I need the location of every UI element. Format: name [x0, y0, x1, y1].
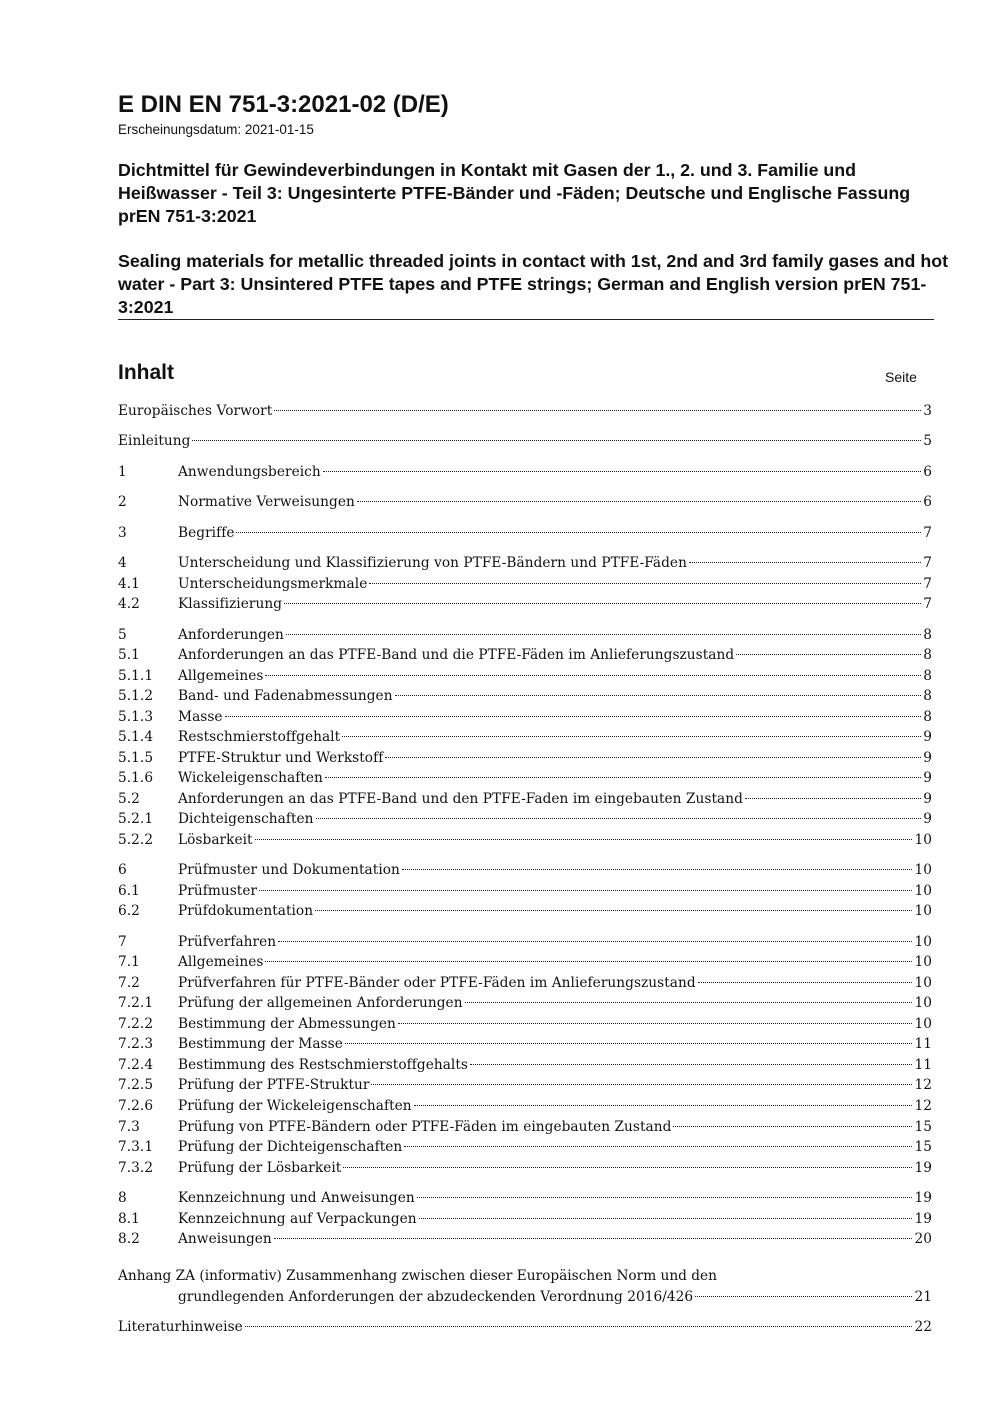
toc-entry-title: Unterscheidungsmerkmale	[178, 576, 368, 592]
toc-entry[interactable]	[118, 645, 932, 665]
toc-entry-title: Wickeleigenschaften	[178, 770, 323, 786]
title-divider	[118, 319, 934, 320]
toc-leader	[255, 839, 913, 840]
toc-entry-page: 12	[914, 1077, 932, 1093]
toc-entry-number: 4	[118, 555, 127, 571]
toc-entry-title: Lösbarkeit	[178, 832, 253, 848]
toc-leader	[673, 1126, 912, 1127]
toc-leader	[689, 562, 921, 563]
title-english: Sealing materials for metallic threaded joints in contact with 1st, 2nd and 3rd family gases and hot water - Part 3: Unsintered PTFE tapes and PTFE strings; German and English version prEN 751-3:2021	[118, 251, 948, 317]
toc-entry-title: Allgemeines	[178, 954, 264, 970]
toc-entry-title: Anweisungen	[178, 1231, 272, 1247]
toc-entry-title: Prüfung der Wickeleigenschaften	[178, 1098, 412, 1114]
toc-entry-page: 12	[914, 1098, 932, 1114]
toc-entry-number: 3	[118, 525, 127, 541]
toc-entry[interactable]	[118, 1096, 932, 1116]
toc-entry-page: 8	[923, 709, 932, 725]
toc-entry-page: 19	[914, 1190, 932, 1206]
toc-entry-number: 5.2.1	[118, 811, 154, 827]
toc-entry-number: 2	[118, 494, 127, 510]
toc-entry-title: Restschmierstoffgehalt	[178, 729, 341, 745]
toc-entry-page: 10	[914, 954, 932, 970]
toc-entry-number: 8.2	[118, 1231, 140, 1247]
toc-entry[interactable]	[118, 1209, 932, 1229]
toc-entry[interactable]	[118, 727, 932, 747]
toc-entry-page: 8	[923, 627, 932, 643]
toc-entry-page: 7	[923, 525, 932, 541]
toc-entry[interactable]	[118, 901, 932, 921]
toc-entry-page: 6	[923, 464, 932, 480]
toc-entry-page: 7	[923, 596, 932, 612]
toc-leader	[274, 1238, 913, 1239]
toc-entry[interactable]	[118, 625, 932, 645]
toc-leader	[342, 736, 921, 737]
toc-entry-number: 7.2.2	[118, 1016, 154, 1032]
toc-leader	[398, 1023, 913, 1024]
toc-entry[interactable]	[118, 1075, 932, 1095]
toc-entry-page: 7	[923, 576, 932, 592]
toc-entry[interactable]	[118, 881, 932, 901]
toc-leader	[695, 1296, 912, 1297]
toc-entry-number: 5.2	[118, 791, 140, 807]
toc-entry-page: 10	[914, 934, 932, 950]
toc-leader	[286, 634, 921, 635]
toc-leader	[323, 471, 922, 472]
toc-entry-page: 11	[914, 1036, 932, 1052]
toc-entry-title: Bestimmung der Abmessungen	[178, 1016, 396, 1032]
toc-leader	[745, 798, 921, 799]
toc-entry-title: Prüfmuster	[178, 883, 258, 899]
toc-entry-title: Band- und Fadenabmessungen	[178, 688, 393, 704]
toc-entry-page: 20	[914, 1231, 932, 1247]
toc-entry-page: 3	[923, 403, 932, 419]
toc-entry-number: 6	[118, 862, 127, 878]
toc-annex-line2[interactable]	[118, 1287, 932, 1307]
toc-entry-title: Prüfung der PTFE-Struktur	[178, 1077, 370, 1093]
toc-entry-page: 19	[914, 1211, 932, 1227]
toc-entry[interactable]	[118, 789, 932, 809]
toc-entry-number: 8	[118, 1190, 127, 1206]
toc-entry-title: Prüfung der Lösbarkeit	[178, 1160, 342, 1176]
title-german: Dichtmittel für Gewindeverbindungen in Kontakt mit Gasen der 1., 2. und 3. Familie und Heißwasser - Teil 3: Ungesinterte PTFE-Bänder und -Fäden; Deutsche und Englische Fassung prEN 751-3:2021	[118, 160, 911, 226]
toc-entry-page: 8	[923, 647, 932, 663]
toc-entry-number: 7.2.5	[118, 1077, 154, 1093]
toc-entry[interactable]	[118, 1188, 932, 1208]
toc-entry-number: 6.2	[118, 903, 140, 919]
toc-entry-title: Anwendungsbereich	[178, 464, 321, 480]
toc-leader	[417, 1197, 913, 1198]
toc-entry-title: Masse	[178, 709, 223, 725]
toc-leader	[343, 1167, 912, 1168]
toc-entry-title: Allgemeines	[178, 668, 264, 684]
toc-entry[interactable]	[118, 830, 932, 850]
toc-entry-number: 5.2.2	[118, 832, 154, 848]
toc-entry-page: 15	[914, 1119, 932, 1135]
toc-entry[interactable]	[118, 1014, 932, 1034]
toc-entry-title: PTFE-Struktur und Werkstoff	[178, 750, 384, 766]
toc-entry-number: 7.2.3	[118, 1036, 154, 1052]
toc-leader	[316, 818, 922, 819]
toc-leader	[402, 869, 913, 870]
toc-leader	[404, 1146, 912, 1147]
toc-entry-page: 9	[923, 770, 932, 786]
toc-entry-number: 5.1.2	[118, 688, 154, 704]
toc-entry[interactable]	[118, 932, 932, 952]
toc-entry[interactable]	[118, 1117, 932, 1137]
toc-entry[interactable]	[118, 492, 932, 512]
toc-entry-page: 9	[923, 729, 932, 745]
toc-leader	[470, 1064, 912, 1065]
toc-leader	[245, 1326, 913, 1327]
toc-entry[interactable]	[118, 809, 932, 829]
toc-entry-number: 7.3.2	[118, 1160, 154, 1176]
toc-entry-page: 9	[923, 811, 932, 827]
toc-entry-title: Anforderungen an das PTFE-Band und die PTFE-Fäden im Anlieferungszustand	[178, 647, 735, 663]
toc-entry-number: 7.3	[118, 1119, 140, 1135]
toc-entry[interactable]	[118, 401, 932, 421]
document-code: E DIN EN 751-3:2021-02 (D/E)	[118, 91, 449, 118]
toc-entry[interactable]	[118, 1137, 932, 1157]
toc-annex-line1[interactable]: Anhang ZA (informativ) Zusammenhang zwischen dieser Europäischen Norm und den	[118, 1268, 717, 1284]
toc-entry-number: 5.1.6	[118, 770, 154, 786]
toc-leader	[315, 910, 912, 911]
toc-literature-page: 22	[914, 1319, 932, 1335]
toc-entry-title: Bestimmung der Masse	[178, 1036, 343, 1052]
toc-entry[interactable]	[118, 748, 932, 768]
toc-entry-number: 5.1.3	[118, 709, 154, 725]
toc-entry-title: Kennzeichnung und Anweisungen	[178, 1190, 415, 1206]
toc-leader	[274, 410, 921, 411]
toc-heading: Inhalt	[118, 361, 174, 384]
toc-entry-page: 8	[923, 668, 932, 684]
toc-entry-title: Prüfung von PTFE-Bändern oder PTFE-Fäden im eingebauten Zustand	[178, 1119, 672, 1135]
toc-entry[interactable]	[118, 952, 932, 972]
toc-entry-number: 5	[118, 627, 127, 643]
toc-entry[interactable]	[118, 553, 932, 573]
toc-entry-page: 10	[914, 1016, 932, 1032]
toc-entry-title: Kennzeichnung auf Verpackungen	[178, 1211, 417, 1227]
toc-leader	[345, 1043, 913, 1044]
toc-literature-title: Literaturhinweise	[118, 1319, 243, 1335]
toc-entry-number: 7.2	[118, 975, 140, 991]
toc-entry[interactable]	[118, 993, 932, 1013]
toc-leader	[698, 982, 913, 983]
toc-entry-page: 10	[914, 883, 932, 899]
toc-leader	[371, 1084, 912, 1085]
toc-entry-page: 11	[914, 1057, 932, 1073]
toc-leader	[278, 941, 912, 942]
publication-date: Erscheinungsdatum: 2021-01-15	[118, 122, 314, 137]
toc-entry[interactable]	[118, 768, 932, 788]
toc-leader	[265, 675, 921, 676]
toc-entry-number: 7.3.1	[118, 1139, 154, 1155]
toc-entry-literature[interactable]	[118, 1317, 932, 1337]
toc-entry-page: 10	[914, 995, 932, 1011]
toc-entry-title: Dichteigenschaften	[178, 811, 314, 827]
toc-entry-number: 7	[118, 934, 127, 950]
toc-leader	[369, 583, 921, 584]
toc-leader	[192, 440, 921, 441]
toc-entry[interactable]	[118, 1158, 932, 1178]
toc-entry-page: 10	[914, 832, 932, 848]
toc-annex-page: 21	[914, 1289, 932, 1305]
toc-entry[interactable]	[118, 431, 932, 451]
toc-entry[interactable]	[118, 1229, 932, 1249]
toc-leader	[385, 757, 921, 758]
toc-entry-title: Europäisches Vorwort	[118, 403, 273, 419]
toc-entry-title: Prüfung der allgemeinen Anforderungen	[178, 995, 463, 1011]
toc-entry-number: 6.1	[118, 883, 140, 899]
toc-entry-number: 5.1	[118, 647, 140, 663]
toc-leader	[357, 501, 921, 502]
toc-entry[interactable]	[118, 707, 932, 727]
toc-entry-number: 4.1	[118, 576, 140, 592]
toc-entry[interactable]	[118, 973, 932, 993]
toc-entry[interactable]	[118, 462, 932, 482]
toc-leader	[225, 716, 922, 717]
toc-entry-title: Anforderungen	[178, 627, 284, 643]
toc-leader	[284, 603, 921, 604]
toc-entry-number: 5.1.5	[118, 750, 154, 766]
toc-entry-title: Prüfverfahren für PTFE-Bänder oder PTFE-Fäden im Anlieferungszustand	[178, 975, 696, 991]
toc-entry-page: 9	[923, 791, 932, 807]
toc-entry-number: 5.1.1	[118, 668, 154, 684]
toc-entry-title: Klassifizierung	[178, 596, 283, 612]
toc-entry-page: 6	[923, 494, 932, 510]
toc-entry-number: 4.2	[118, 596, 140, 612]
toc-entry-title: Bestimmung des Restschmierstoffgehalts	[178, 1057, 468, 1073]
toc-entry-title: Begriffe	[178, 525, 235, 541]
toc-entry[interactable]	[118, 686, 932, 706]
toc-leader	[465, 1002, 913, 1003]
toc-entry-title: Prüfdokumentation	[178, 903, 314, 919]
toc-entry-page: 10	[914, 903, 932, 919]
toc-leader	[265, 961, 912, 962]
toc-leader	[259, 890, 912, 891]
toc-entry[interactable]	[118, 666, 932, 686]
toc-entry-page: 19	[914, 1160, 932, 1176]
toc-entry-number: 7.2.4	[118, 1057, 154, 1073]
toc-entry[interactable]	[118, 1055, 932, 1075]
toc-entry-title: Prüfverfahren	[178, 934, 277, 950]
toc-entry-page: 15	[914, 1139, 932, 1155]
toc-entry-title: Normative Verweisungen	[178, 494, 355, 510]
toc-entry-page: 10	[914, 862, 932, 878]
toc-page-label: Seite	[885, 369, 917, 385]
toc-leader	[236, 532, 921, 533]
toc-entry-number: 8.1	[118, 1211, 140, 1227]
toc-entry-number: 7.2.1	[118, 995, 154, 1011]
toc-entry[interactable]	[118, 594, 932, 614]
toc-entry-title: Anforderungen an das PTFE-Band und den PTFE-Faden im eingebauten Zustand	[178, 791, 743, 807]
toc-leader	[414, 1105, 913, 1106]
toc-entry-page: 8	[923, 688, 932, 704]
toc-entry-number: 5.1.4	[118, 729, 154, 745]
toc-entry-page: 7	[923, 555, 932, 571]
toc-leader	[419, 1218, 913, 1219]
toc-entry-page: 9	[923, 750, 932, 766]
toc-entry[interactable]	[118, 523, 932, 543]
toc-entry-page: 5	[923, 433, 932, 449]
toc-entry-number: 7.2.6	[118, 1098, 154, 1114]
toc-leader	[395, 695, 922, 696]
toc-entry-title: Unterscheidung und Klassifizierung von PTFE-Bändern und PTFE-Fäden	[178, 555, 687, 571]
toc-annex-title: grundlegenden Anforderungen der abzudeckenden Verordnung 2016/426	[178, 1289, 694, 1305]
toc-entry-title: Einleitung	[118, 433, 191, 449]
toc-entry-title: Prüfmuster und Dokumentation	[178, 862, 400, 878]
toc-entry-title: Prüfung der Dichteigenschaften	[178, 1139, 403, 1155]
toc-entry-number: 7.1	[118, 954, 140, 970]
toc-entry[interactable]	[118, 1034, 932, 1054]
toc-entry-number: 1	[118, 464, 127, 480]
toc-entry-page: 10	[914, 975, 932, 991]
toc-entry[interactable]	[118, 860, 932, 880]
toc-leader	[736, 654, 921, 655]
toc-entry[interactable]	[118, 574, 932, 594]
toc-leader	[325, 777, 921, 778]
